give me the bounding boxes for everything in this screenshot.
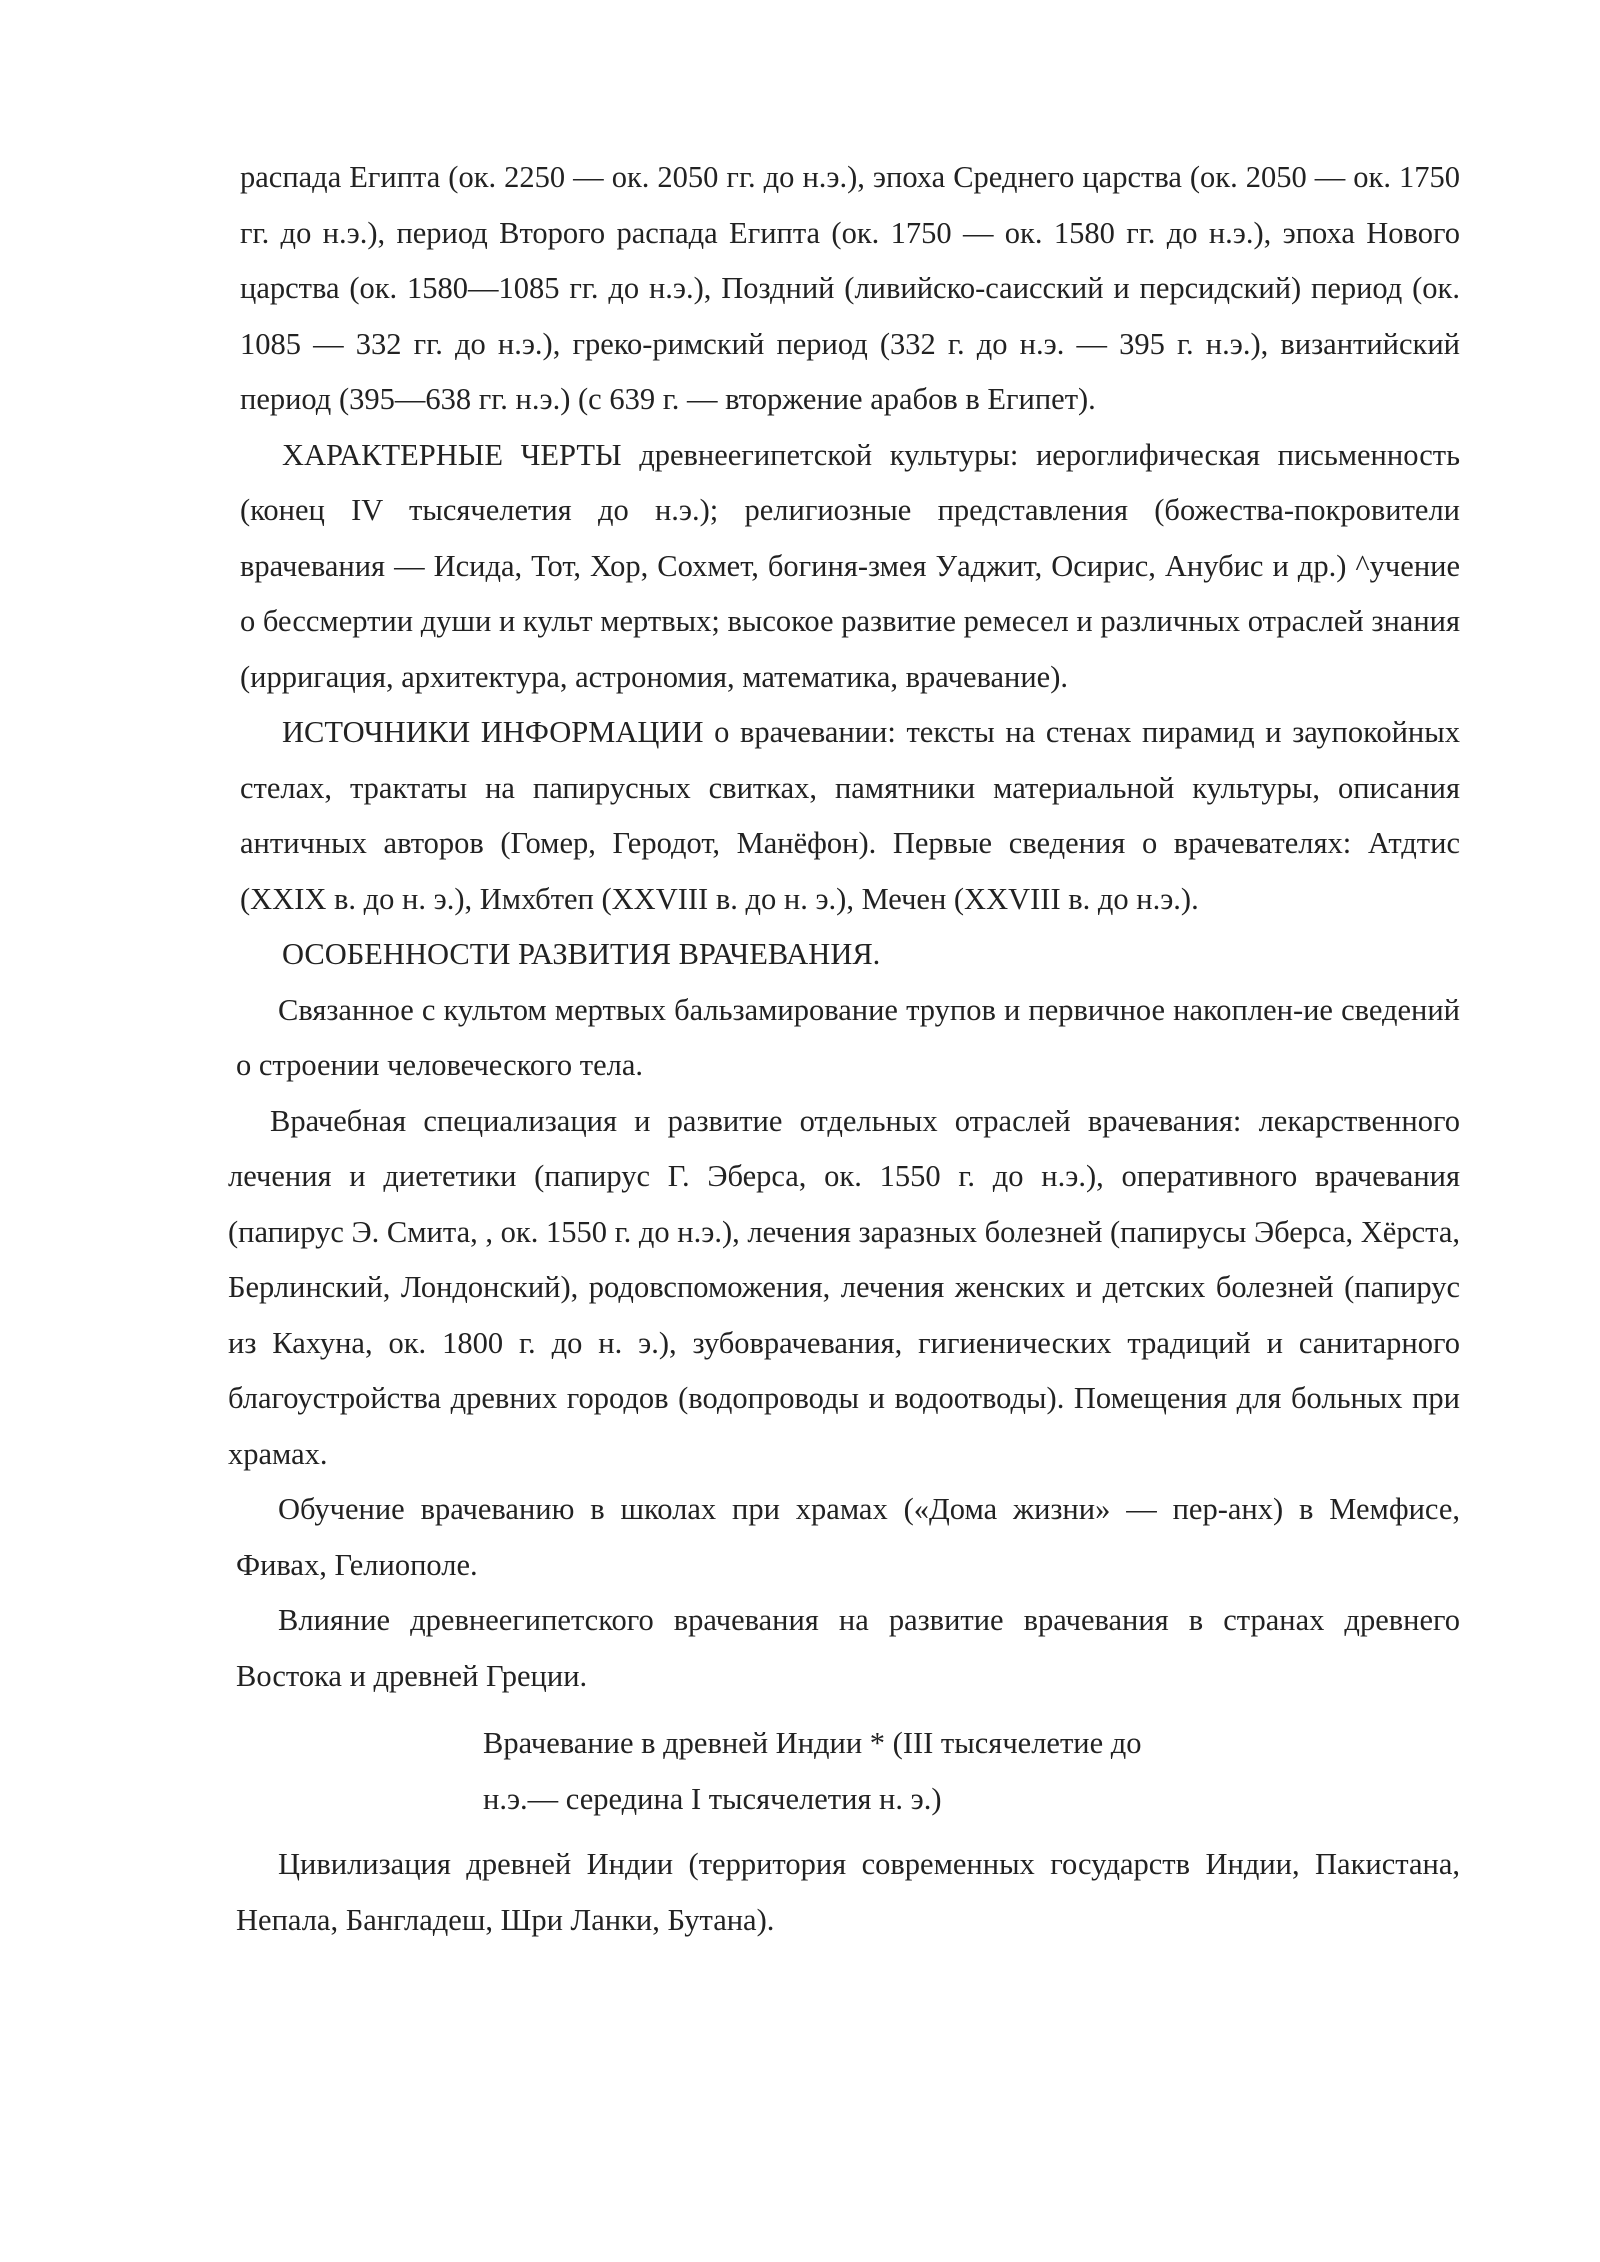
paragraph-medical-education: Обучение врачеванию в школах при храмах («Дома жизни» — пер-анх) в Мемфисе, Фивах, Гелиополе. bbox=[236, 1492, 1460, 1582]
paragraph-culture-features: ХАРАКТЕРНЫЕ ЧЕРТЫ древнеегипетской культуры: иероглифическая письменность (конец IV тысячелетия до н.э.); религиозные представления (божества-покровители врачевания — Исида, Тот, Хор, Сохмет, богиня-змея Уаджит, Осирис, Анубис и др.) ^учение о бессмертии души и культ мертвых; высокое развитие ремесел и различных отраслей знания (ирригация, архитектура, астрономия, математика, врачевание). bbox=[240, 437, 1460, 694]
paragraph-india-civilization: Цивилизация древней Индии (территория современных государств Индии, Пакистана, Непала, Бангладеш, Шри Ланки, Бутана). bbox=[236, 1847, 1460, 1937]
paragraph-egyptian-influence: Влияние древнеегипетского врачевания на развитие врачевания в странах древнего Востока и древней Греции. bbox=[236, 1603, 1460, 1693]
heading-medicine-features: ОСОБЕННОСТИ РАЗВИТИЯ ВРАЧЕВАНИЯ. bbox=[282, 937, 881, 971]
section-heading-line-1: Врачевание в древней Индии * (III тысячелетие до bbox=[483, 1726, 1142, 1760]
section-heading-ancient-india bbox=[483, 1716, 1243, 1827]
paragraph-embalming-anatomy: Связанное с культом мертвых бальзамирование трупов и первичное накоплен-ие сведений о строении человеческого тела. bbox=[236, 992, 1460, 1082]
paragraph-medical-specialization: Врачебная специализация и развитие отдельных отраслей врачевания: лекарственного лечения и диететики (папирус Г. Эберса, ок. 1550 г. до н.э.), оперативного врачевания (папирус Э. Смита, , ок. 1550 г. до н.э.), лечения заразных болезней (папирусы Эберса, Хёрста, Берлинский, Лондонский), родовспоможения, лечения женских и детских болезней (папирус из Кахуна, ок. 1800 г. до н. э.), зубоврачевания, гигиенических традиций и санитарного благоустройства древних городов (водопроводы и водоотводы). Помещения для больных при храмах. bbox=[228, 1103, 1460, 1471]
section-heading-line-2: н.э.— середина I тысячелетия н. э.) bbox=[483, 1781, 942, 1816]
paragraph-periods: распада Египта (ок. 2250 — ок. 2050 гг. до н.э.), эпоха Среднего царства (ок. 2050 — ок. 1750 гг. до н.э.), период Второго распада Египта (ок. 1750 — ок. 1580 гг. до н.э.), эпоха Нового царства (ок. 1580—1085 гг. до н.э.), Поздний (ливийско-саисский и персидский) период (ок. 1085 — 332 гг. до н.э.), греко-римский период (332 г. до н.э. — 395 г. н.э.), византийский период (395—638 гг. н.э.) (с 639 г. — вторжение арабов в Египет). bbox=[240, 160, 1460, 416]
document-page bbox=[228, 150, 1460, 1948]
paragraph-information-sources: ИСТОЧНИКИ ИНФОРМАЦИИ о врачевании: тексты на стенах пирамид и заупокойных стелах, трактаты на папирусных свитках, памятники материальной культуры, описания античных авторов (Гомер, Геродот, Манёфон). Первые сведения о врачевателях: Атдтис (XXIX в. до н. э.), Имхбтеп (XXVIII в. до н. э.), Мечен (XXVIII в. до н.э.). bbox=[240, 715, 1460, 916]
